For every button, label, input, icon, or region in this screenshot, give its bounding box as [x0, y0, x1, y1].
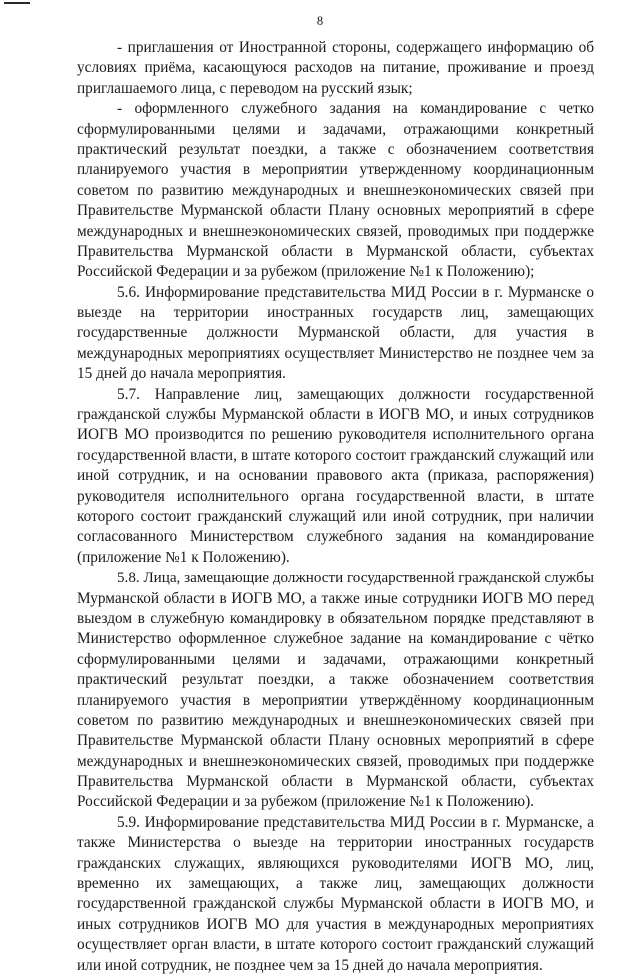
text-line: или иной сотрудник, не позднее чем за 15 дней до начала мероприятия.: [77, 956, 543, 974]
text-line: советом по развитию международных и внешнеэкономических связей при: [77, 181, 594, 199]
text-line: руководителя исполнительного органа государственной власти, в штате: [77, 487, 594, 505]
text-line: Российской Федерации и за рубежом (приложение №1 к Положению);: [77, 263, 535, 281]
text-line: 5.8. Лица, замещающие должности государственной гражданской службы: [117, 570, 594, 587]
text-line: международных мероприятиях осуществляет Министерство не позднее чем за: [77, 344, 594, 362]
text-line: (приложение №1 к Положению).: [77, 548, 290, 566]
text-line: временно их замещающих, а также лиц, замещающих должности: [77, 875, 594, 893]
text-line: которого состоит гражданский служащий или иной сотрудник, при наличии: [77, 507, 594, 525]
text-line: Правительстве Мурманской области Плану основных мероприятий в сфере: [77, 202, 594, 220]
text-line: - оформленного служебного задания на командирование с четко: [117, 100, 594, 118]
text-line: согласованного Министерством служебного задания на командирование: [77, 528, 594, 546]
scan-corner-mark: [4, 2, 30, 4]
text-line: иной сотрудник, и на основании правового акта (приказа, распоряжения): [77, 467, 594, 485]
text-line: гражданской службы Мурманской области в ИОГВ МО, и иных сотрудников: [77, 406, 594, 424]
text-line: советом по развитию международных и внешнеэкономических связей при: [77, 711, 594, 729]
text-line: Российской Федерации и за рубежом (приложение №1 к Положению).: [77, 793, 535, 811]
text-line: - приглашения от Иностранной стороны, содержащего информацию об: [117, 39, 594, 56]
text-line: также Министерства о выезде на территории иностранных государств: [77, 834, 594, 852]
text-line: государственной гражданской службы Мурманской области в ИОГВ МО, и: [77, 895, 594, 913]
text-line: выездом в служебную командировку в обязательном порядке представляют в: [77, 609, 594, 627]
text-line: Правительстве Мурманской области Плану основных мероприятий в сфере: [77, 732, 594, 750]
text-line: международных и внешнеэкономических связей, проводимых при поддержке: [77, 752, 594, 770]
text-line: гражданских служащих, являющихся руководителями ИОГВ МО, лиц,: [77, 854, 594, 872]
page-number: 8: [316, 14, 324, 28]
text-line: ИОГВ МО производится по решению руководителя исполнительного органа: [77, 426, 594, 444]
text-line: Правительства Мурманской области в Мурманской области, субъектах: [77, 773, 594, 791]
text-line: государственные должности Мурманской области, для участия в: [77, 324, 594, 342]
text-line: Правительства Мурманской области в Мурманской области, субъектах: [77, 242, 594, 260]
text-line: государственной власти, в штате которого состоит гражданский служащий или: [77, 446, 594, 464]
text-line: практический результат поездки, а также с обозначением соответствия: [77, 140, 594, 158]
text-line: 5.6. Информирование представительства МИД России в г. Мурманске о: [117, 283, 594, 301]
document-body: [77, 38, 594, 976]
text-line: иных сотрудников ИОГВ МО для участия в международных мероприятиях: [77, 915, 594, 933]
text-line: практический результат поездки, а также обозначением соответствия: [77, 671, 594, 689]
text-line: сформулированными целями и задачами, отражающими конкретный: [77, 650, 594, 668]
text-line: Министерство оформленное служебное задание на командирование с чётко: [77, 630, 594, 648]
text-line: Мурманской области в ИОГВ МО, а также иные сотрудники ИОГВ МО перед: [77, 589, 594, 607]
text-line: 15 дней до начала мероприятия.: [77, 365, 286, 383]
text-line: приглашаемого лица, с переводом на русский язык;: [77, 79, 413, 97]
text-line: осуществляет орган власти, в штате которого состоит гражданский служащий: [77, 936, 594, 954]
text-line: планируемого участия в мероприятии утвержденному координационным: [77, 161, 594, 179]
text-line: условиях приёма, касающуюся расходов на питание, проживание и проезд: [77, 59, 594, 77]
text-line: сформулированными целями и задачами, отражающими конкретный: [77, 120, 594, 138]
text-line: планируемого участия в мероприятии утверждённому координационным: [77, 691, 594, 709]
text-line: выезде на территории иностранных государств лиц, замещающих: [77, 304, 594, 322]
text-line: 5.9. Информирование представительства МИД России в г. Мурманске, а: [117, 813, 594, 831]
text-line: 5.7. Направление лиц, замещающих должности государственной: [117, 385, 594, 403]
text-line: международных и внешнеэкономических связей, проводимых при поддержке: [77, 222, 594, 240]
